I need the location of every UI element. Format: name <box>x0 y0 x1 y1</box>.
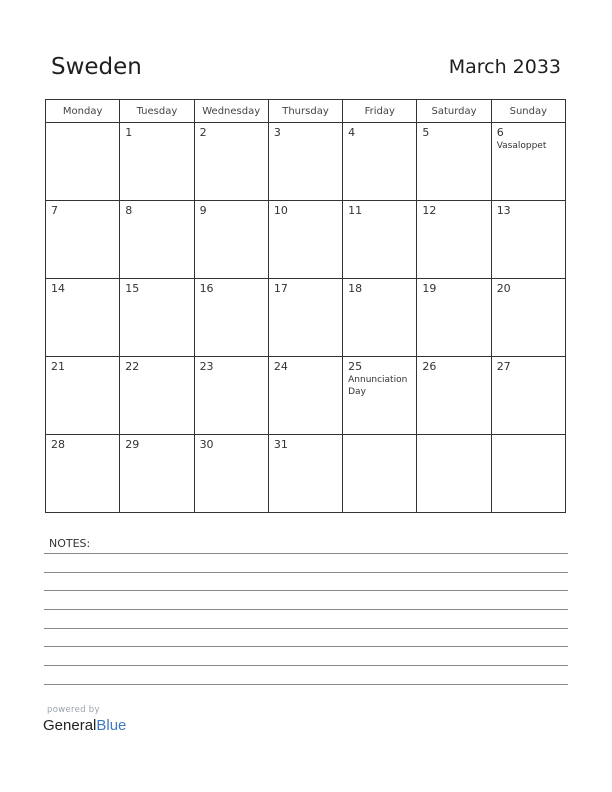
day-number: 8 <box>125 204 133 217</box>
weekday-header: Thursday <box>268 100 342 123</box>
day-cell <box>120 435 194 513</box>
notes-label: NOTES: <box>49 537 91 550</box>
day-number: 23 <box>199 360 214 373</box>
weekday-header: Saturday <box>417 100 491 123</box>
day-number: 10 <box>273 204 288 217</box>
day-number: 1 <box>125 126 133 139</box>
day-number: 19 <box>422 282 437 295</box>
day-number: 27 <box>496 360 511 373</box>
day-cell <box>343 279 417 357</box>
day-number: 24 <box>273 360 288 373</box>
day-number: 30 <box>199 438 214 451</box>
calendar-week-row <box>46 123 566 201</box>
day-cell <box>491 279 565 357</box>
day-cell <box>491 435 565 513</box>
day-cell <box>120 279 194 357</box>
day-cell <box>194 201 268 279</box>
weekday-header: Monday <box>46 100 120 123</box>
note-line <box>44 684 568 685</box>
day-number: 21 <box>51 360 65 373</box>
day-cell <box>194 435 268 513</box>
day-number: 15 <box>125 282 140 295</box>
day-number: 17 <box>273 282 288 295</box>
day-number: 12 <box>422 204 437 217</box>
day-cell <box>343 435 417 513</box>
day-number: 3 <box>273 126 281 139</box>
day-number: 29 <box>125 438 140 451</box>
day-number: 14 <box>51 282 65 295</box>
day-cell <box>343 123 417 201</box>
day-cell <box>46 279 120 357</box>
day-cell <box>120 123 194 201</box>
day-number <box>343 435 416 438</box>
calendar-week-row <box>46 357 566 435</box>
weekday-header: Wednesday <box>194 100 268 123</box>
note-line <box>44 590 568 591</box>
day-cell <box>491 357 565 435</box>
day-cell <box>417 279 491 357</box>
weekday-header: Friday <box>343 100 417 123</box>
note-line <box>44 553 568 554</box>
day-cell <box>46 435 120 513</box>
note-line <box>44 628 568 629</box>
note-line <box>44 665 568 666</box>
day-cell <box>46 357 120 435</box>
day-cell <box>120 357 194 435</box>
note-line <box>44 572 568 573</box>
day-cell <box>417 435 491 513</box>
day-number: 4 <box>348 126 356 139</box>
month-year-title: March 2033 <box>448 56 561 78</box>
day-cell <box>268 357 342 435</box>
calendar-grid <box>45 99 566 513</box>
day-number: 26 <box>422 360 437 373</box>
day-cell <box>343 201 417 279</box>
day-cell <box>46 123 120 201</box>
day-cell <box>194 357 268 435</box>
day-cell <box>417 123 491 201</box>
day-cell <box>268 123 342 201</box>
day-cell <box>268 435 342 513</box>
calendar-week-row <box>46 435 566 513</box>
day-cell <box>194 279 268 357</box>
day-cell <box>417 201 491 279</box>
day-number: 7 <box>51 204 58 217</box>
day-number: 22 <box>125 360 140 373</box>
brand-logo-part2: Blue <box>96 717 127 734</box>
brand-logo <box>43 717 126 734</box>
day-number: 11 <box>348 204 363 217</box>
day-cell <box>46 201 120 279</box>
day-number: 20 <box>496 282 511 295</box>
powered-by-text: powered by <box>47 705 100 715</box>
weekday-header-row <box>46 100 566 123</box>
day-number: 31 <box>273 438 288 451</box>
day-number <box>417 435 490 438</box>
holiday-label: Vasaloppet <box>496 141 547 151</box>
calendar-week-row <box>46 279 566 357</box>
weekday-header: Tuesday <box>120 100 194 123</box>
day-cell <box>491 201 565 279</box>
day-cell <box>491 123 565 201</box>
day-number: 13 <box>496 204 511 217</box>
note-line <box>44 609 568 610</box>
day-number: 5 <box>422 126 430 139</box>
day-cell <box>268 201 342 279</box>
holiday-label: Annunciation Day <box>348 375 408 397</box>
brand-logo-part1: General <box>43 717 97 734</box>
day-number: 2 <box>199 126 207 139</box>
day-cell <box>343 357 417 435</box>
day-number: 9 <box>199 204 207 217</box>
day-number: 28 <box>51 438 65 451</box>
weekday-header: Sunday <box>491 100 565 123</box>
day-cell <box>417 357 491 435</box>
day-cell <box>194 123 268 201</box>
day-cell <box>120 201 194 279</box>
note-line <box>44 646 568 647</box>
day-number: 6 <box>496 126 504 139</box>
day-number <box>492 435 565 438</box>
day-number: 25 <box>348 360 363 373</box>
country-title: Sweden <box>51 54 142 80</box>
calendar-week-row <box>46 201 566 279</box>
day-cell <box>268 279 342 357</box>
day-number: 18 <box>348 282 363 295</box>
day-number <box>46 123 119 126</box>
day-number: 16 <box>199 282 214 295</box>
